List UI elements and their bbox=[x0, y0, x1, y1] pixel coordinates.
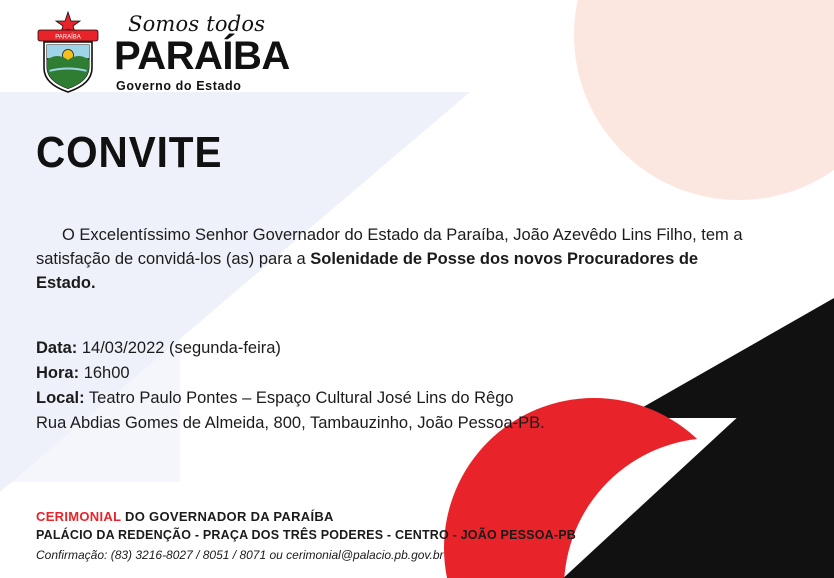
brand-name: PARAÍBA bbox=[114, 34, 290, 78]
brand-tagline: Somos todos bbox=[128, 12, 266, 36]
event-details bbox=[36, 336, 766, 436]
footer-cerimonial-highlight: CERIMONIAL bbox=[36, 509, 122, 524]
footer-cerimonial bbox=[36, 509, 576, 524]
invitation-paragraph bbox=[36, 224, 752, 296]
page-title: CONVITE bbox=[36, 128, 223, 177]
invitation-content bbox=[36, 128, 766, 436]
detail-address: Rua Abdias Gomes de Almeida, 800, Tambauzinho, João Pessoa-PB. bbox=[36, 414, 545, 432]
brand-subtitle: Governo do Estado bbox=[116, 78, 242, 93]
detail-date-label: Data: bbox=[36, 338, 78, 357]
brand-header bbox=[30, 10, 290, 96]
brand-wordmark bbox=[114, 10, 290, 93]
detail-place-value: Teatro Paulo Pontes – Espaço Cultural José Lins do Rêgo bbox=[88, 388, 514, 407]
detail-place-label: Local: bbox=[36, 388, 85, 407]
detail-date-value: 14/03/2022 (segunda-feira) bbox=[81, 338, 281, 357]
footer-address: PALÁCIO DA REDENÇÃO - PRAÇA DOS TRÊS PODERES - CENTRO - JOÃO PESSOA-PB bbox=[36, 528, 576, 542]
detail-date bbox=[36, 336, 766, 361]
detail-time bbox=[36, 361, 766, 386]
detail-time-label: Hora: bbox=[36, 363, 80, 382]
footer-cerimonial-rest: DO GOVERNADOR DA PARAÍBA bbox=[121, 509, 334, 524]
svg-text:PARAÍBA: PARAÍBA bbox=[55, 34, 81, 41]
paragraph-text: O Excelentíssimo Senhor Governador do Estado da Paraíba, João Azevêdo Lins Filho, tem a satisfação de convidá-los (as) para a bbox=[36, 226, 743, 268]
coat-of-arms-icon bbox=[30, 10, 106, 96]
footer-contact: Confirmação: (83) 3216-8027 / 8051 / 8071 ou cerimonial@palacio.pb.gov.br bbox=[36, 548, 444, 562]
detail-place bbox=[36, 386, 766, 411]
paragraph-highlight: Solenidade de Posse dos novos Procuradores de Estado. bbox=[36, 249, 699, 292]
document-footer bbox=[36, 509, 576, 562]
detail-time-value: 16h00 bbox=[83, 363, 130, 382]
